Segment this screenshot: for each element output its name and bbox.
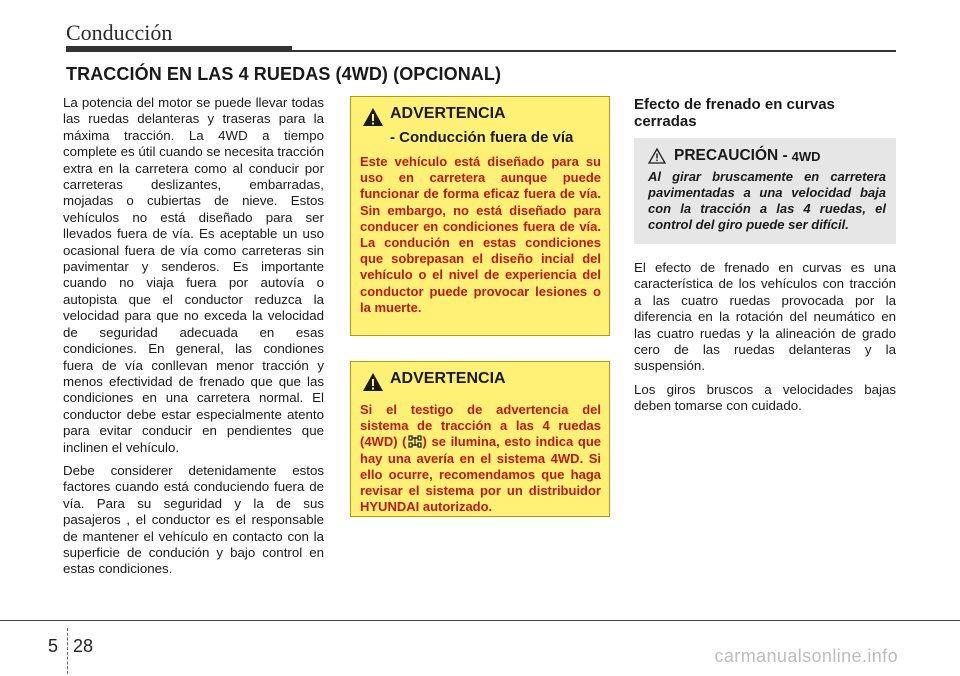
warning-header (360, 105, 601, 127)
warning-subtitle: - Conducción fuera de vía (390, 129, 574, 146)
column-3-text (634, 260, 896, 422)
warning-title: ADVERTENCIA (390, 370, 506, 387)
warning-title: ADVERTENCIA (390, 105, 506, 122)
caution-title: PRECAUCIÓN - (674, 147, 788, 164)
paragraph: Debe considerer detenidamente estos factores cuando está conduciendo fuera de vía. Para su seguridad y la de sus pasajeros , el conductor es el responsable de mantener el vehículo en contacto con la superficie de condución y bajo control en estas condiciones. (63, 462, 324, 577)
warning-body (360, 402, 601, 515)
warning-header (360, 370, 601, 392)
caution-box (634, 138, 896, 244)
warning-triangle-icon (362, 107, 384, 127)
caution-subtitle: 4WD (791, 148, 821, 164)
warning-triangle-icon (362, 372, 384, 392)
column-1-text (63, 95, 324, 585)
paragraph: El efecto de frenado en curvas es una característica de los vehículos con tracción a las cuatro ruedas provocada por la diferencia en la rotación del neumático en las cuatro ruedas y la alineación de grado cero de las ruedas delanteras y la suspensión. (634, 260, 896, 374)
section-title: TRACCIÓN EN LAS 4 RUEDAS (4WD) (OPCIONAL) (66, 64, 502, 84)
caution-body: Al girar bruscamente en carretera pavimentadas a una velocidad baja con la tracción a las 4 ruedas, el control del giro puede ser difícil. (648, 169, 886, 232)
footer-rule (0, 620, 960, 621)
header-title: Conducción (66, 20, 173, 45)
paragraph: Los giros bruscos a velocidades bajas deben tomarse con cuidado. (634, 381, 896, 414)
warning-box-offroad (350, 96, 610, 336)
page-section-number: 5 (48, 636, 59, 656)
right-section-title: Efecto de frenado en curvas cerradas (634, 96, 835, 130)
watermark: carmanualsonline.info (714, 646, 898, 666)
warning-box-4wd-light (350, 361, 610, 517)
page-number: 28 (73, 636, 94, 656)
4wd-warning-light-icon (408, 435, 422, 448)
header-rule-thick (66, 46, 292, 52)
warning-body-start: Si el testigo de advertencia del sistema de tracción a las 4 ruedas (4WD) ( (360, 402, 601, 450)
footer-divider (67, 628, 68, 674)
caution-header (648, 147, 886, 165)
warning-body: Este vehículo está diseñado para su uso en carretera aunque puede funcionar de forma eficaz fuera de vía. Sin embargo, no está diseñado para conducer en condiciones fuera de vía. La condución en estas condiciones que sobrepasan el diseño incial del vehículo o el nivel de experiencia del conductor puede provocar lesiones o la muerte. (360, 154, 601, 315)
caution-triangle-icon (648, 148, 666, 164)
warning-body-end: ) se ilumina, esto indica que hay una avería en el sistema 4WD. Si ello ocurre, recomendamos que haga revisar el sistema por un distribuidor HYUNDAI autorizado. (360, 434, 601, 515)
paragraph: La potencia del motor se puede llevar todas las ruedas delanteras y traseras para la máxima tracción. La 4WD a tiempo complete es útil cuando se necesita tracción extra en la carretera como al conducir por carreteras deslizantes, embarradas, mojadas o cubiertas de nieve. Estos vehículos no está diseñado para ser llevados fuera de vía. Es aceptable un uso ocasional fuera de vía como carreteras sin pavimentar y senderos. Es importante cuando no viaja fuera por autovía o autopista que el conductor reduzca la velocidad para que no exceda la velocidad de seguridad adecuada en esas condiciones. En general, las condiones fuera de vía conllevan menor tracción y menos efectividad de frenado que que las condiciones en una carretera normal. El conductor debe estar especialmente atento para evitar conducir en pendientes que inclinen el vehículo. (63, 95, 324, 455)
header-rule-thin (292, 50, 896, 52)
